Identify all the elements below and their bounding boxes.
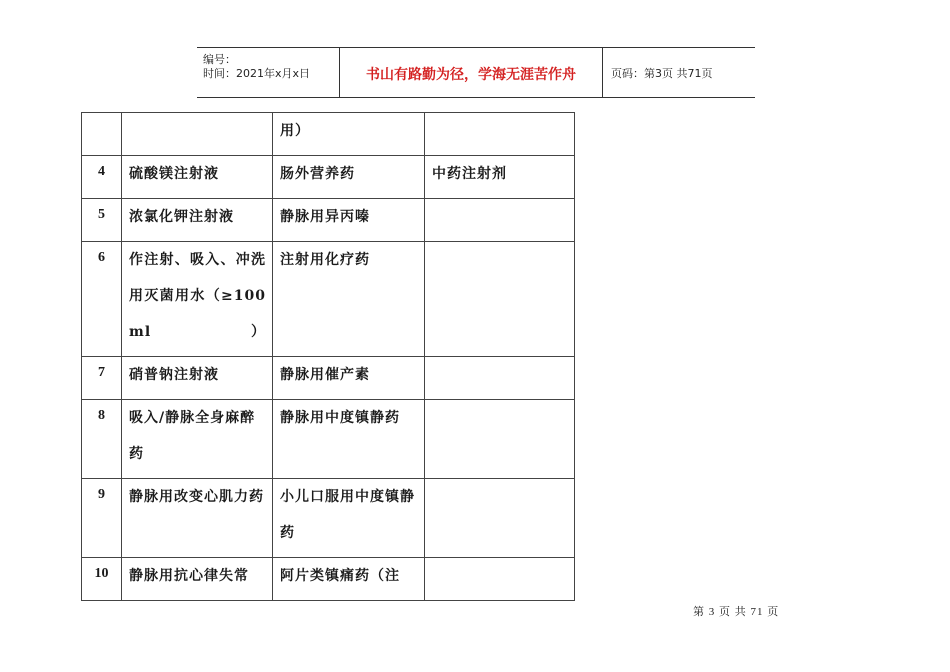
row-number: 6 — [82, 242, 122, 357]
cell-a: 静脉用抗心律失常 — [122, 558, 273, 601]
cell-b: 静脉用催产素 — [273, 357, 425, 400]
cell-a: 吸入/静脉全身麻醉药 — [122, 400, 273, 479]
cell-b: 静脉用异丙嗪 — [273, 199, 425, 242]
cell-b: 用） — [273, 113, 425, 156]
row-number: 7 — [82, 357, 122, 400]
footer-page-number: 第 3 页 共 71 页 — [693, 606, 780, 618]
cell-c — [425, 479, 575, 558]
cell-c — [425, 558, 575, 601]
cell-c — [425, 242, 575, 357]
table-row — [82, 479, 575, 558]
cell-a: 硝普钠注射液 — [122, 357, 273, 400]
cell-b: 小儿口服用中度镇静药 — [273, 479, 425, 558]
cell-b: 注射用化疗药 — [273, 242, 425, 357]
header-page-cell — [603, 48, 755, 97]
header-motto-cell — [340, 48, 603, 97]
table-row — [82, 242, 575, 357]
table-row — [82, 558, 575, 601]
number-label: 编号： — [203, 53, 236, 66]
cell-b: 阿片类镇痛药（注 — [273, 558, 425, 601]
cell-c: 中药注射剂 — [425, 156, 575, 199]
page-info: 页码：第3页 共71页 — [611, 67, 713, 80]
time-label: 时间：2021年x月x日 — [203, 67, 311, 80]
cell-b: 静脉用中度镇静药 — [273, 400, 425, 479]
row-number — [82, 113, 122, 156]
row-number: 4 — [82, 156, 122, 199]
table-row — [82, 400, 575, 479]
row-number: 5 — [82, 199, 122, 242]
row-number: 9 — [82, 479, 122, 558]
cell-a: 作注射、吸入、冲洗用灭菌用水（≥100 ml） — [122, 242, 273, 357]
cell-a: 硫酸镁注射液 — [122, 156, 273, 199]
row-number: 8 — [82, 400, 122, 479]
cell-b: 肠外营养药 — [273, 156, 425, 199]
header-meta-cell — [197, 48, 340, 97]
cell-a: 浓氯化钾注射液 — [122, 199, 273, 242]
page-header — [197, 47, 755, 98]
drug-table — [81, 112, 575, 601]
row-number: 10 — [82, 558, 122, 601]
cell-c — [425, 400, 575, 479]
cell-a: 静脉用改变心肌力药 — [122, 479, 273, 558]
motto-text: 书山有路勤为径，学海无涯苦作舟 — [366, 67, 576, 83]
